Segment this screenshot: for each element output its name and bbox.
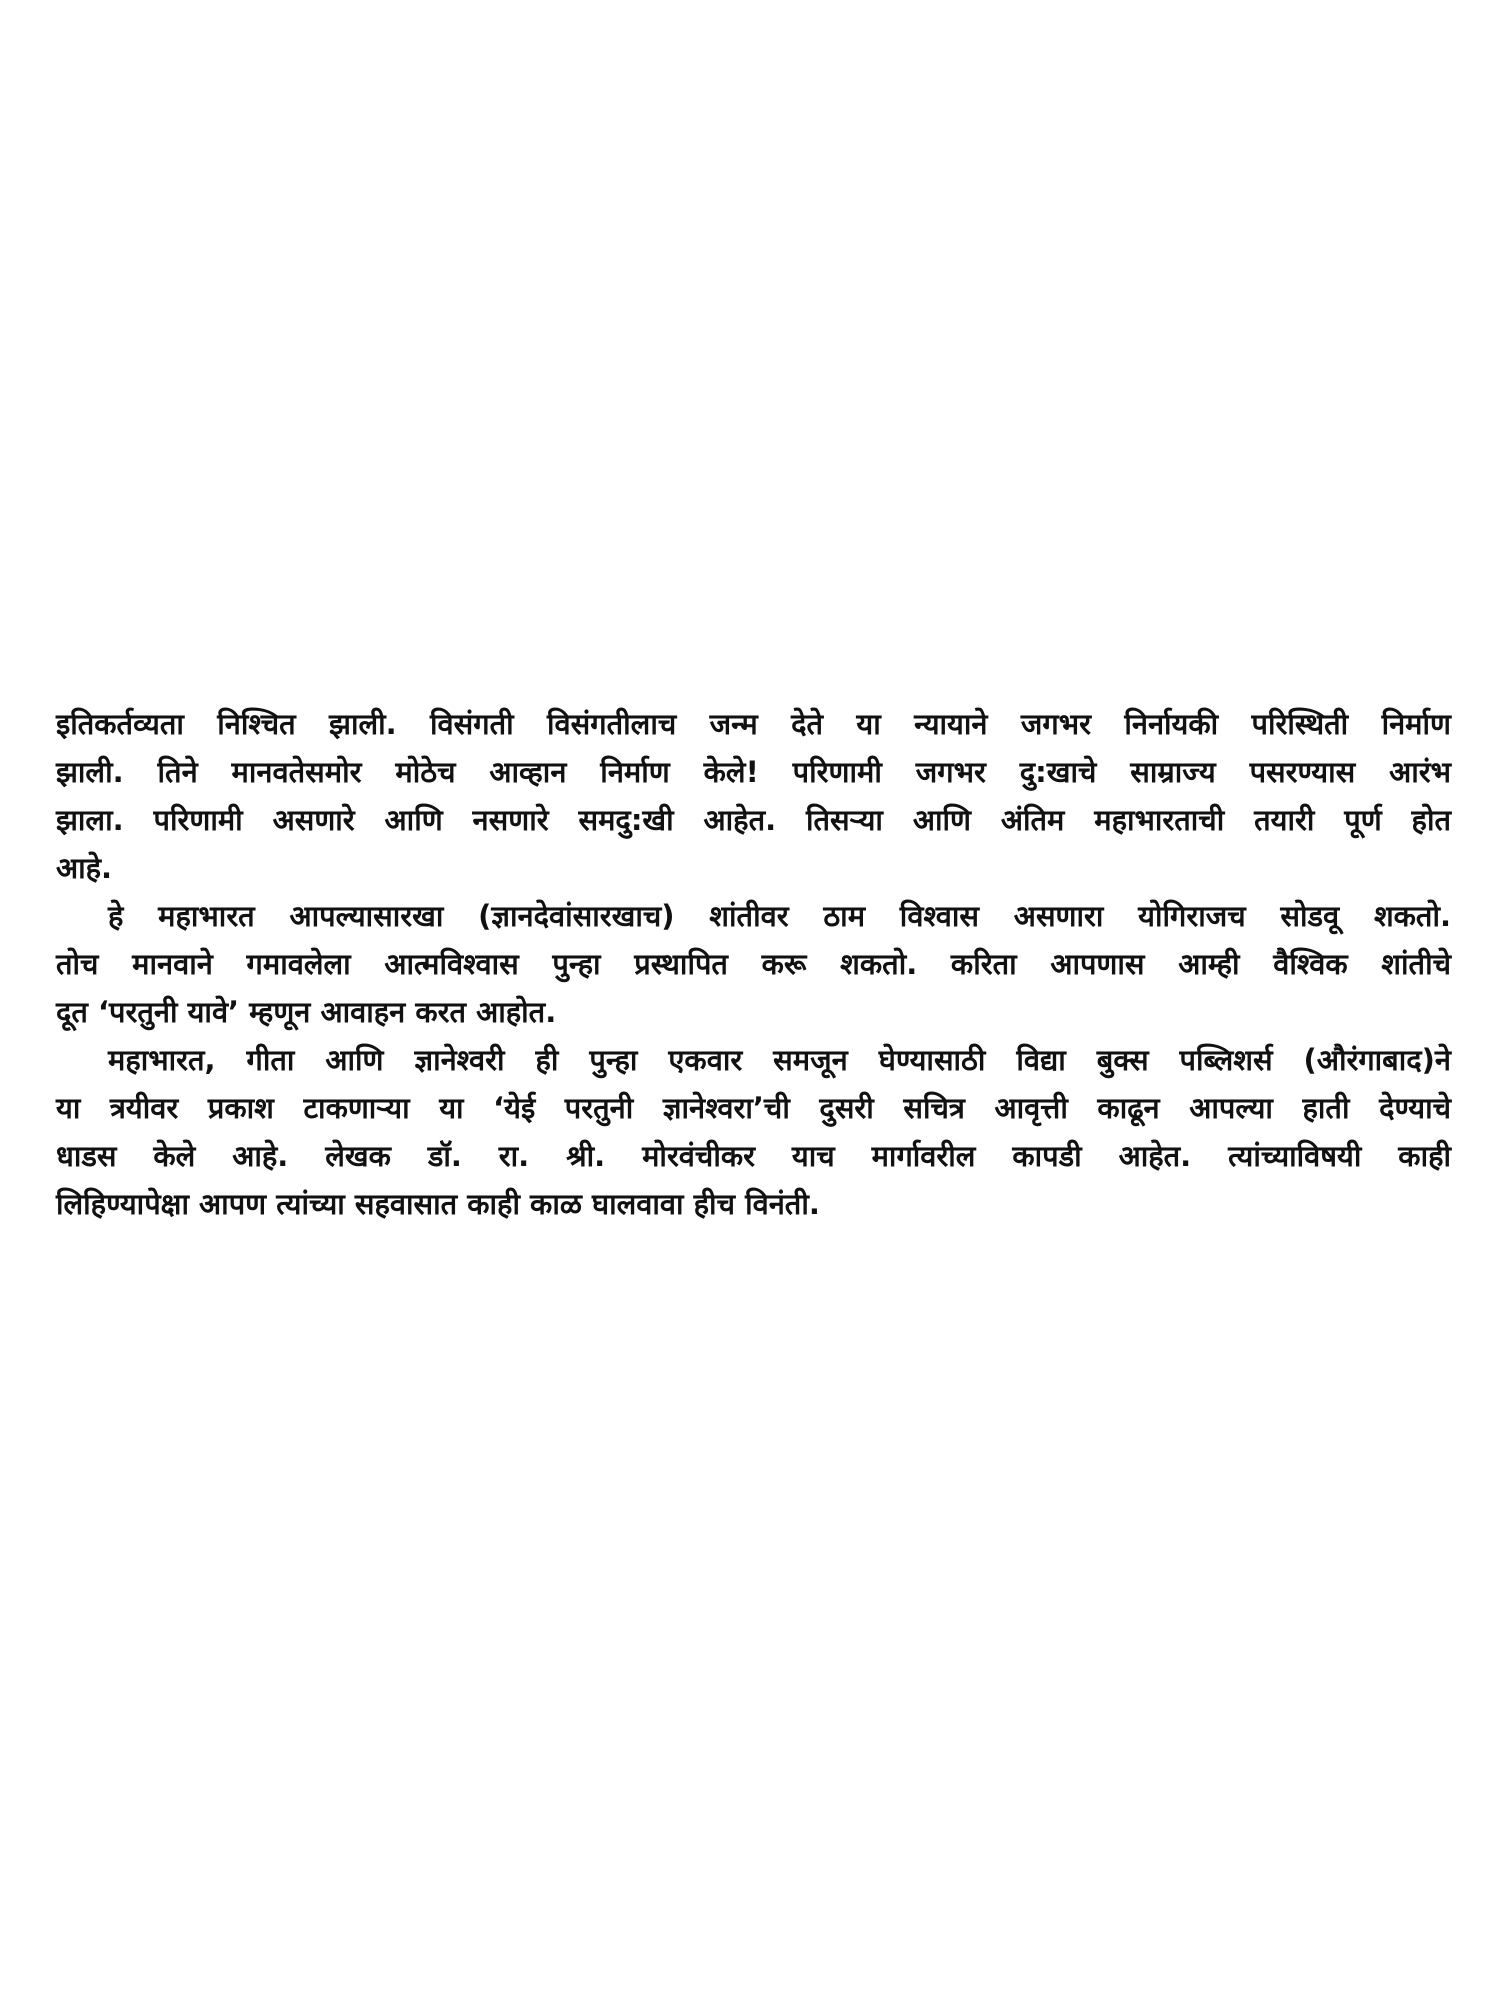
text-line: झाला. परिणामी असणारे आणि नसणारे समदु:खी आहेत. तिसऱ्या आणि अंतिम महाभारताची तयारी पूर्ण होत xyxy=(56,803,1451,837)
text-line: हे महाभारत आपल्यासारखा (ज्ञानदेवांसारखाच) शांतीवर ठाम विश्वास असणारा योगिराजच सोडवू शकतो. xyxy=(108,899,1451,933)
text-line: इतिकर्तव्यता निश्चित झाली. विसंगती विसंगतीलाच जन्म देते या न्यायाने जगभर निर्नायकी परिस्थिती निर्माण xyxy=(56,707,1451,741)
text-line: झाली. तिने मानवतेसमोर मोठेच आव्हान निर्माण केले! परिणामी जगभर दु:खाचे साम्राज्य पसरण्यास आरंभ xyxy=(56,755,1451,789)
paragraph-3 xyxy=(56,1036,1451,1228)
paragraph-2 xyxy=(56,892,1451,1036)
body-text xyxy=(56,700,1451,1228)
text-line: दूत ‘परतुनी यावे’ म्हणून आवाहन करत आहोत. xyxy=(56,995,557,1029)
text-line: या त्रयीवर प्रकाश टाकणाऱ्या या ‘येई परतुनी ज्ञानेश्वरा’ची दुसरी सचित्र आवृत्ती काढून आपल्या हाती देण्याचे xyxy=(56,1091,1451,1125)
text-line: धाडस केले आहे. लेखक डॉ. रा. श्री. मोरवंचीकर याच मार्गावरील कापडी आहेत. त्यांच्याविषयी काही xyxy=(56,1139,1451,1173)
text-line: लिहिण्यापेक्षा आपण त्यांच्या सहवासात काही काळ घालवावा हीच विनंती. xyxy=(56,1187,820,1221)
text-line: तोच मानवाने गमावलेला आत्मविश्वास पुन्हा प्रस्थापित करू शकतो. करिता आपणास आम्ही वैश्विक शांतीचे xyxy=(56,947,1451,981)
paragraph-1 xyxy=(56,700,1451,892)
text-line: महाभारत, गीता आणि ज्ञानेश्वरी ही पुन्हा एकवार समजून घेण्यासाठी विद्या बुक्स पब्लिशर्स (औरंगाबाद)ने xyxy=(108,1043,1451,1077)
text-line: आहे. xyxy=(56,851,113,885)
